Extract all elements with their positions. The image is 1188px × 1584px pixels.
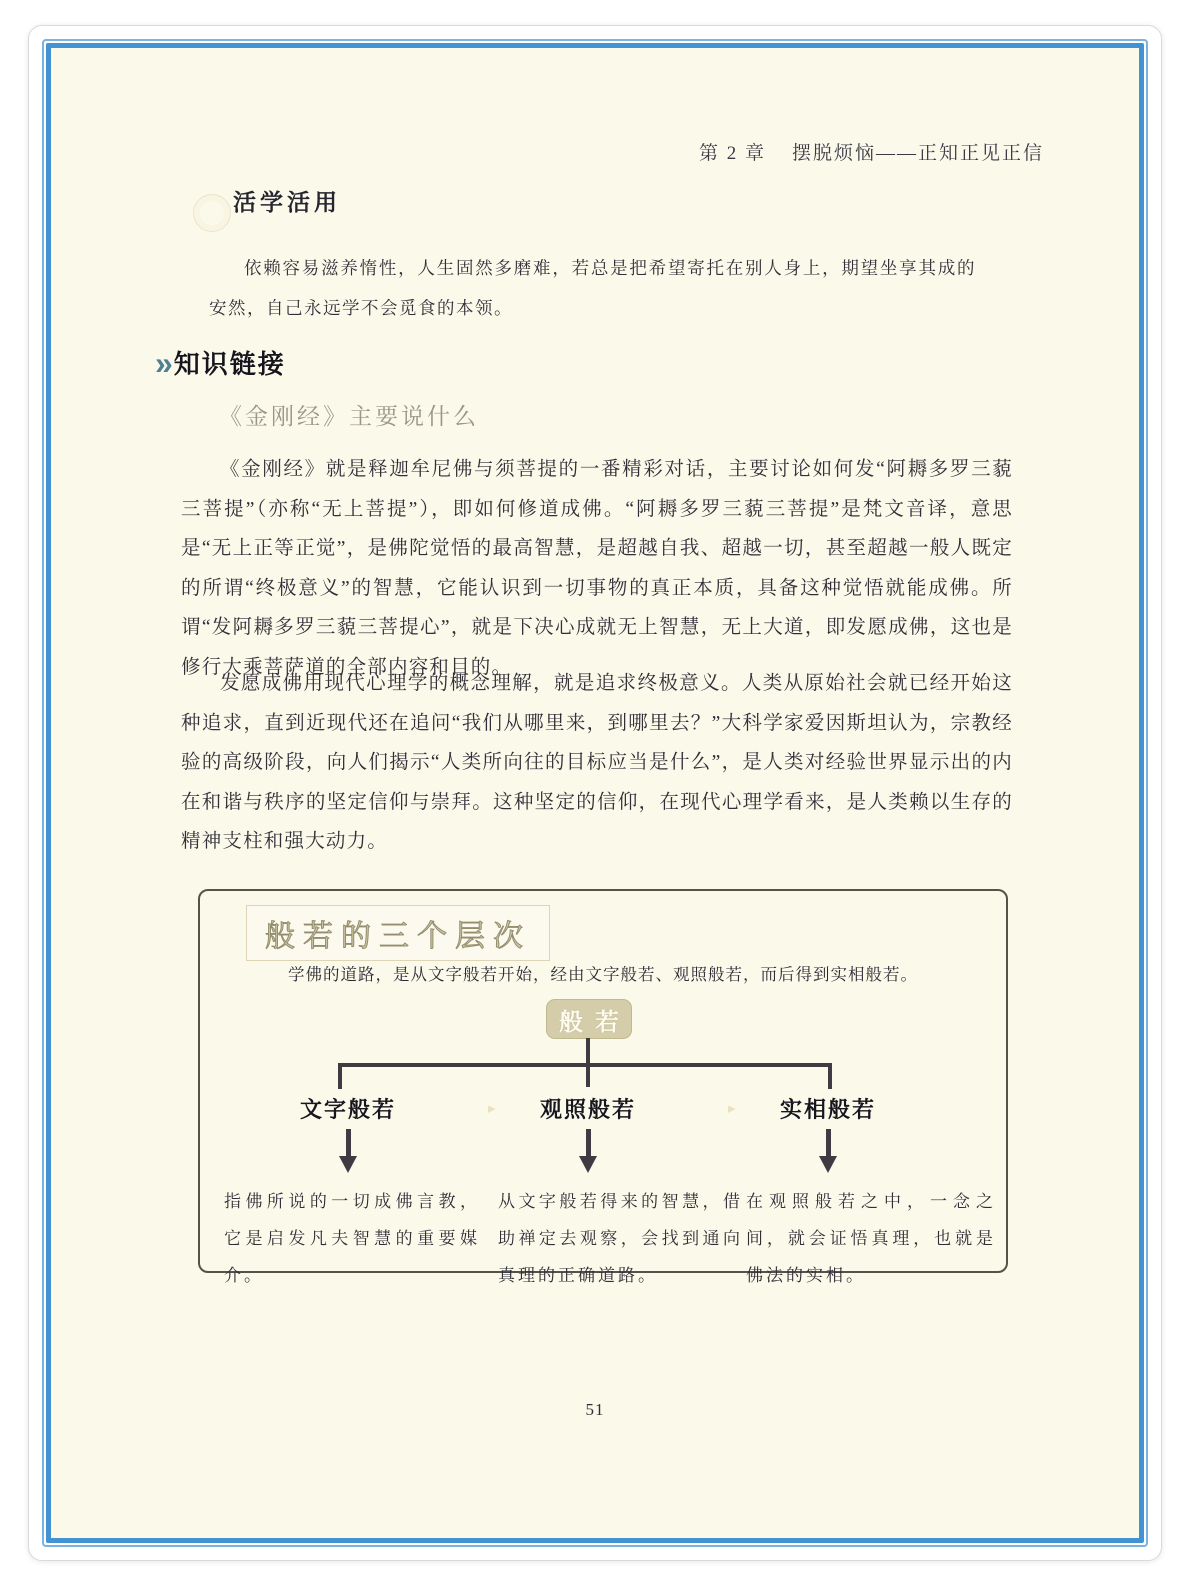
connector-root-stem [586,1038,590,1065]
branch-label-text-prajna: 文字般若 [299,1097,396,1122]
page-frame-outer [42,39,1148,1547]
double-chevron-icon: » [155,344,171,381]
seal-icon [193,194,231,232]
faint-bullet-icon: ▸ [488,1101,496,1117]
prajna-levels-diagram [198,889,1008,1285]
section-title-practice: 活学活用 [233,190,341,215]
chapter-number: 第 2 章 [698,143,766,164]
page-content [51,48,1139,1538]
diagram-root-node: 般若 [546,999,632,1039]
connector-horizontal-line [338,1063,832,1067]
down-arrow-icon [338,1129,358,1175]
diagram-intro: 学佛的道路，是从文字般若开始，经由文字般若、观照般若，而后得到实相般若。 [288,966,918,984]
down-arrow-icon [578,1129,598,1175]
page-frame-inner [46,43,1144,1543]
branch-description-1: 指佛所说的一切成佛言教，它是启发凡夫智慧的重要媒介。 [224,1192,480,1285]
book-page [28,25,1162,1561]
faint-bullet-icon: ▸ [728,1101,736,1117]
page-number: 51 [585,1400,605,1419]
branch-label-contemplation-prajna: 观照般若 [539,1097,636,1122]
branch-description-3: 在观照般若之中，一念之间，就会证悟真理，也就是佛法的实相。 [746,1192,996,1285]
branch-label-reality-prajna: 实相般若 [779,1097,876,1122]
practice-paragraph: 依赖容易滋养惰性，人生固然多磨难，若总是把希望寄托在别人身上，期望坐享其成的安然，自己永远学不会觅食的本领。 [209,258,976,318]
body-paragraph-1: 《金刚经》就是释迦牟尼佛与须菩提的一番精彩对话，主要讨论如何发“阿耨多罗三藐三菩提”（亦称“无上菩提”），即如何修道成佛。“阿耨多罗三藐三菩提”是梵文音译，意思是“无上正等正觉”，是佛陀觉悟的最高智慧，是超越自我、超越一切，甚至超越一般人既定的所谓“终极意义”的智慧，它能认识到一切事物的真正本质，具备这种觉悟就能成佛。所谓“发阿耨多罗三藐三菩提心”，就是下决心成就无上智慧，无上大道，即发愿成佛，这也是修行大乘菩萨道的全部内容和目的。 [181,459,1013,678]
chapter-title: 摆脱烦恼——正知正见正信 [791,143,1044,164]
branch-description-2: 从文字般若得来的智慧，借助禅定去观察，会找到通向真理的正确道路。 [498,1192,743,1285]
chapter-header [699,138,1044,165]
diagram-title: 般若的三个层次 [246,905,550,961]
knowledge-heading-label: 知识链接 [173,349,286,379]
connector-center-stub [586,1067,590,1087]
body-paragraph-2: 发愿成佛用现代心理学的概念理解，就是追求终极意义。人类从原始社会就已经开始这种追求，直到近现代还在追问“我们从哪里来，到哪里去？”大科学家爱因斯坦认为，宗教经验的高级阶段，向人们揭示“人类所向往的目标应当是什么”，是人类对经验世界显示出的内在和谐与秩序的坚定信仰与崇拜。这种坚定的信仰，在现代心理学看来，是人类赖以生存的精神支柱和强大动力。 [181,673,1013,852]
section-heading-knowledge [155,344,286,381]
knowledge-subtitle: 《金刚经》主要说什么 [219,404,479,429]
connector-left-stub [338,1067,342,1089]
connector-right-stub [828,1067,832,1089]
down-arrow-icon [818,1129,838,1175]
